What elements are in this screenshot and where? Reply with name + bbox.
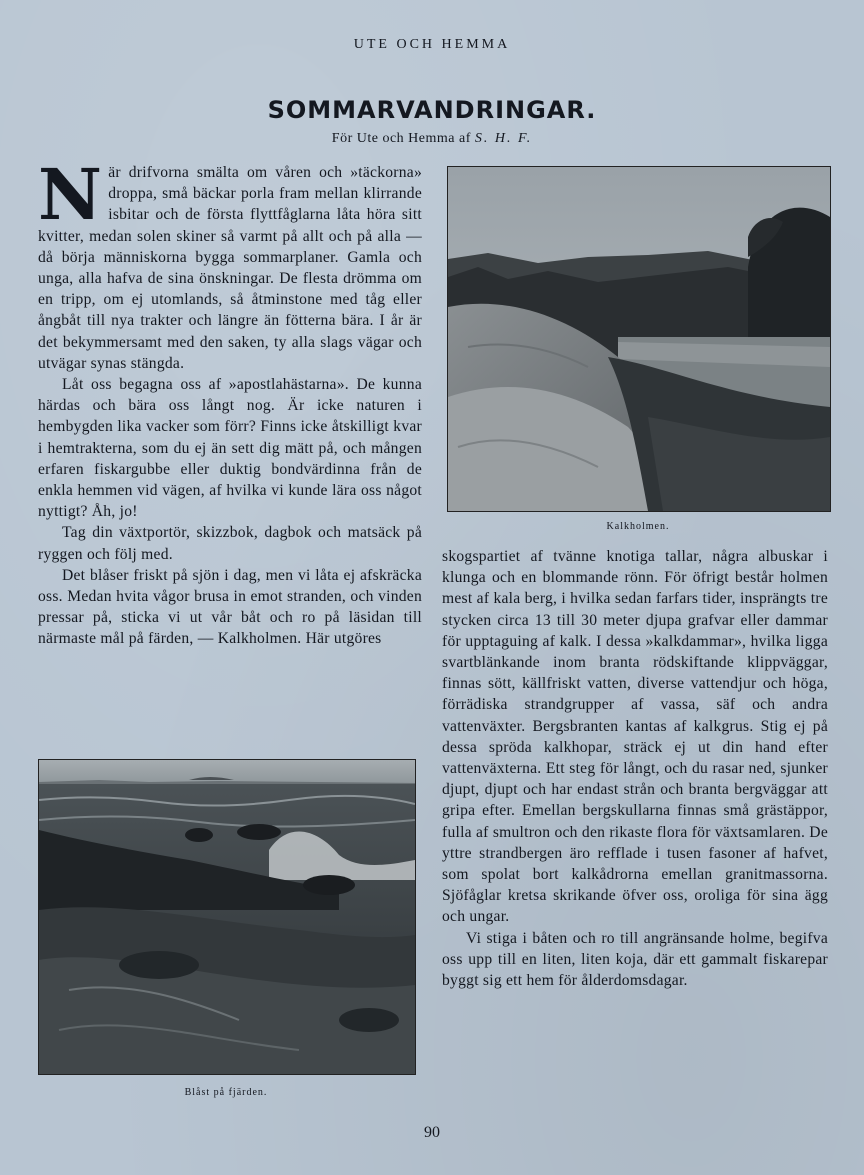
paragraph-2: Låt oss begagna oss af »apostlahästarna». De kunna härdas och bära oss långt nog. Är icke naturen i hembygden lika vacker som förr? Finns icke åtskilligt kvar i hemtrakterna, som du ej än sett dig mätt på, och mången erfaren fiskargubbe eller duktig bondvärdinna från de enkla hemmen vid vägen, af hvilka vi kunde lära oss något nyttigt? Åh, jo!	[38, 376, 422, 521]
byline-prefix: För Ute och Hemma af	[331, 131, 471, 146]
right-column	[442, 546, 828, 991]
caption-kalkholmen: Kalkholmen.	[606, 521, 670, 532]
paragraph-1	[38, 153, 422, 374]
caption-blast-pa-fjarden: Blåst på fjärden.	[184, 1087, 268, 1098]
paragraph-4: Det blåser friskt på sjön i dag, men vi låta ej afskräcka oss. Medan hvita vågor brusa in emot stranden, och vinden pressar på, sticka vi ut vår båt och ro på läsidan till närmaste mål på färden, — Kalkholmen. Här utgöres	[38, 566, 422, 648]
byline-author: S. H. F.	[474, 131, 533, 146]
running-head: UTE OCH HEMMA	[353, 37, 511, 52]
photo-blast-pa-fjarden	[38, 759, 416, 1075]
stormy-shore-image	[39, 760, 415, 1074]
paragraph-1-text: är drifvorna smälta om våren och »täckorna» droppa, små bäckar porla fram mellan klirrande isbitar och de första flyttfåglarna låta höra sitt kvitter, medan solen skiner så varmt på allt och på alla — då börja människorna bygga sommarplaner. Gamla och unga, alla hafva de sina önskningar. De flesta drömma om en tripp, om ej utomlands, så åtminstone med tåg eller ångbåt till nya trakter och längre än fötterna bära. I år är det bekymmersamt med den saken, ty alla slags vägar och utvägar synas stängda.	[38, 164, 422, 372]
photo-kalkholmen	[447, 166, 831, 512]
kalkholmen-landscape-image	[448, 167, 830, 511]
left-column	[38, 153, 422, 650]
page-number: 90	[424, 1124, 440, 1141]
article-title: SOMMARVANDRINGAR.	[267, 96, 597, 124]
paragraph-5: skogspartiet af tvänne knotiga tallar, några albuskar i klunga och en blommande rönn. För öfrigt består holmen mest af kala berg, i hvilka sedan farfars tider, insprängts tre stycken circa 13 till 30 meter djupa grafvar eller dammar för upptaguing af kalk. I dessa »kalkdammar», hvilka ligga svartblänkande inom branta rödskiftande klippväggar, finnas sött, källfriskt vatten, diverse vattendjur och höga, förrädiska strandgrupper af vassa, säf och andra vattenväxter. Bergsbranten kantas af kalkgrus. Stig ej på dessa spröda kalkhopar, sträck ej ut din hand efter vattenväxterna. Ett steg för långt, och du rasar ned, sjunker djupt, djupt och har endast strån och branta bergväggar att gripa efter. Emellan bergskullarna finnas små grästäppor, fulla af smultron och den rikaste flora för växtsamlaren. De yttre strandbergen äro refflade i tusen fasoner af hafvet, som spolat bort kalkådrorna emellan granitmassorna. Sjöfåglar kretsa skrikande öfver oss, oroliga för sina ägg och ungar.	[442, 548, 828, 926]
drop-cap: N	[38, 153, 103, 236]
paragraph-6: Vi stiga i båten och ro till angränsande holme, begifva oss upp till en liten, liten koja, där ett gammalt fiskarepar byggt sig ett hem för ålderdomsdagar.	[442, 929, 828, 990]
paragraph-3: Tag din växtportör, skizzbok, dagbok och matsäck på ryggen och följ med.	[38, 524, 422, 563]
byline	[0, 131, 864, 147]
